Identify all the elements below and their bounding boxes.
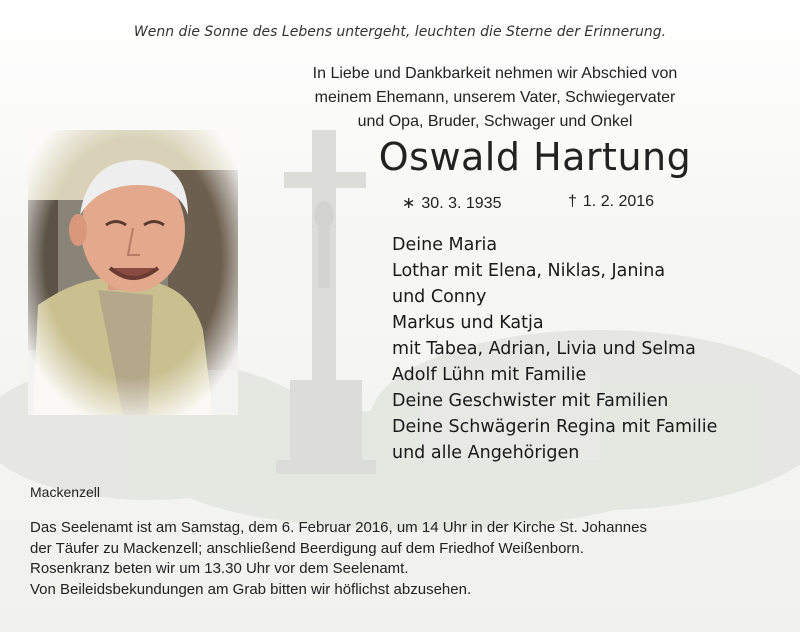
deceased-name: Oswald Hartung xyxy=(378,135,692,179)
intro-line: und Opa, Bruder, Schwager und Onkel xyxy=(357,113,633,130)
mourner-line: Deine Geschwister mit Familien xyxy=(392,391,669,411)
place-name: Mackenzell xyxy=(30,484,101,500)
birth-date-text: 30. 3. 1935 xyxy=(421,195,502,212)
mourner-line: Deine Maria xyxy=(392,235,498,255)
mourner-line: mit Tabea, Adrian, Livia und Selma xyxy=(392,339,696,359)
birth-date xyxy=(402,193,501,213)
notice-line: Das Seelenamt ist am Samstag, dem 6. Februar 2016, um 14 Uhr in der Kirche St. Johannes xyxy=(30,519,647,536)
intro-line: meinem Ehemann, unserem Vater, Schwiegervater xyxy=(314,89,676,106)
notice-line: Rosenkranz beten wir um 13.30 Uhr vor dem Seelenamt. xyxy=(30,560,409,577)
mourner-line: und Conny xyxy=(392,287,487,307)
intro-line: In Liebe und Dankbarkeit nehmen wir Abschied von xyxy=(312,65,678,82)
death-date-text: 1. 2. 2016 xyxy=(582,193,655,210)
notice-line: der Täufer zu Mackenzell; anschließend Beerdigung auf dem Friedhof Weißenborn. xyxy=(30,539,584,557)
mourner-line: Markus und Katja xyxy=(392,313,544,333)
death-cross-icon: † xyxy=(568,193,577,210)
mourner-line: und alle Angehörigen xyxy=(392,443,580,463)
mourners-list xyxy=(392,232,717,466)
motto-quote: Wenn die Sonne des Lebens untergeht, leuchten die Sterne der Erinnerung. xyxy=(133,24,667,40)
mourner-line: Deine Schwägerin Regina mit Familie xyxy=(392,417,718,437)
funeral-notice xyxy=(30,518,647,600)
mourner-line: Lothar mit Elena, Niklas, Janina xyxy=(392,261,666,281)
birth-star-icon: ∗ xyxy=(402,195,416,212)
death-date xyxy=(568,193,654,211)
mourner-line: Adolf Lühn mit Familie xyxy=(392,365,587,385)
portrait-photo xyxy=(28,130,238,415)
notice-line: Von Beileidsbekundungen am Grab bitten wir höflichst abzusehen. xyxy=(30,580,472,598)
intro-text xyxy=(300,62,690,134)
